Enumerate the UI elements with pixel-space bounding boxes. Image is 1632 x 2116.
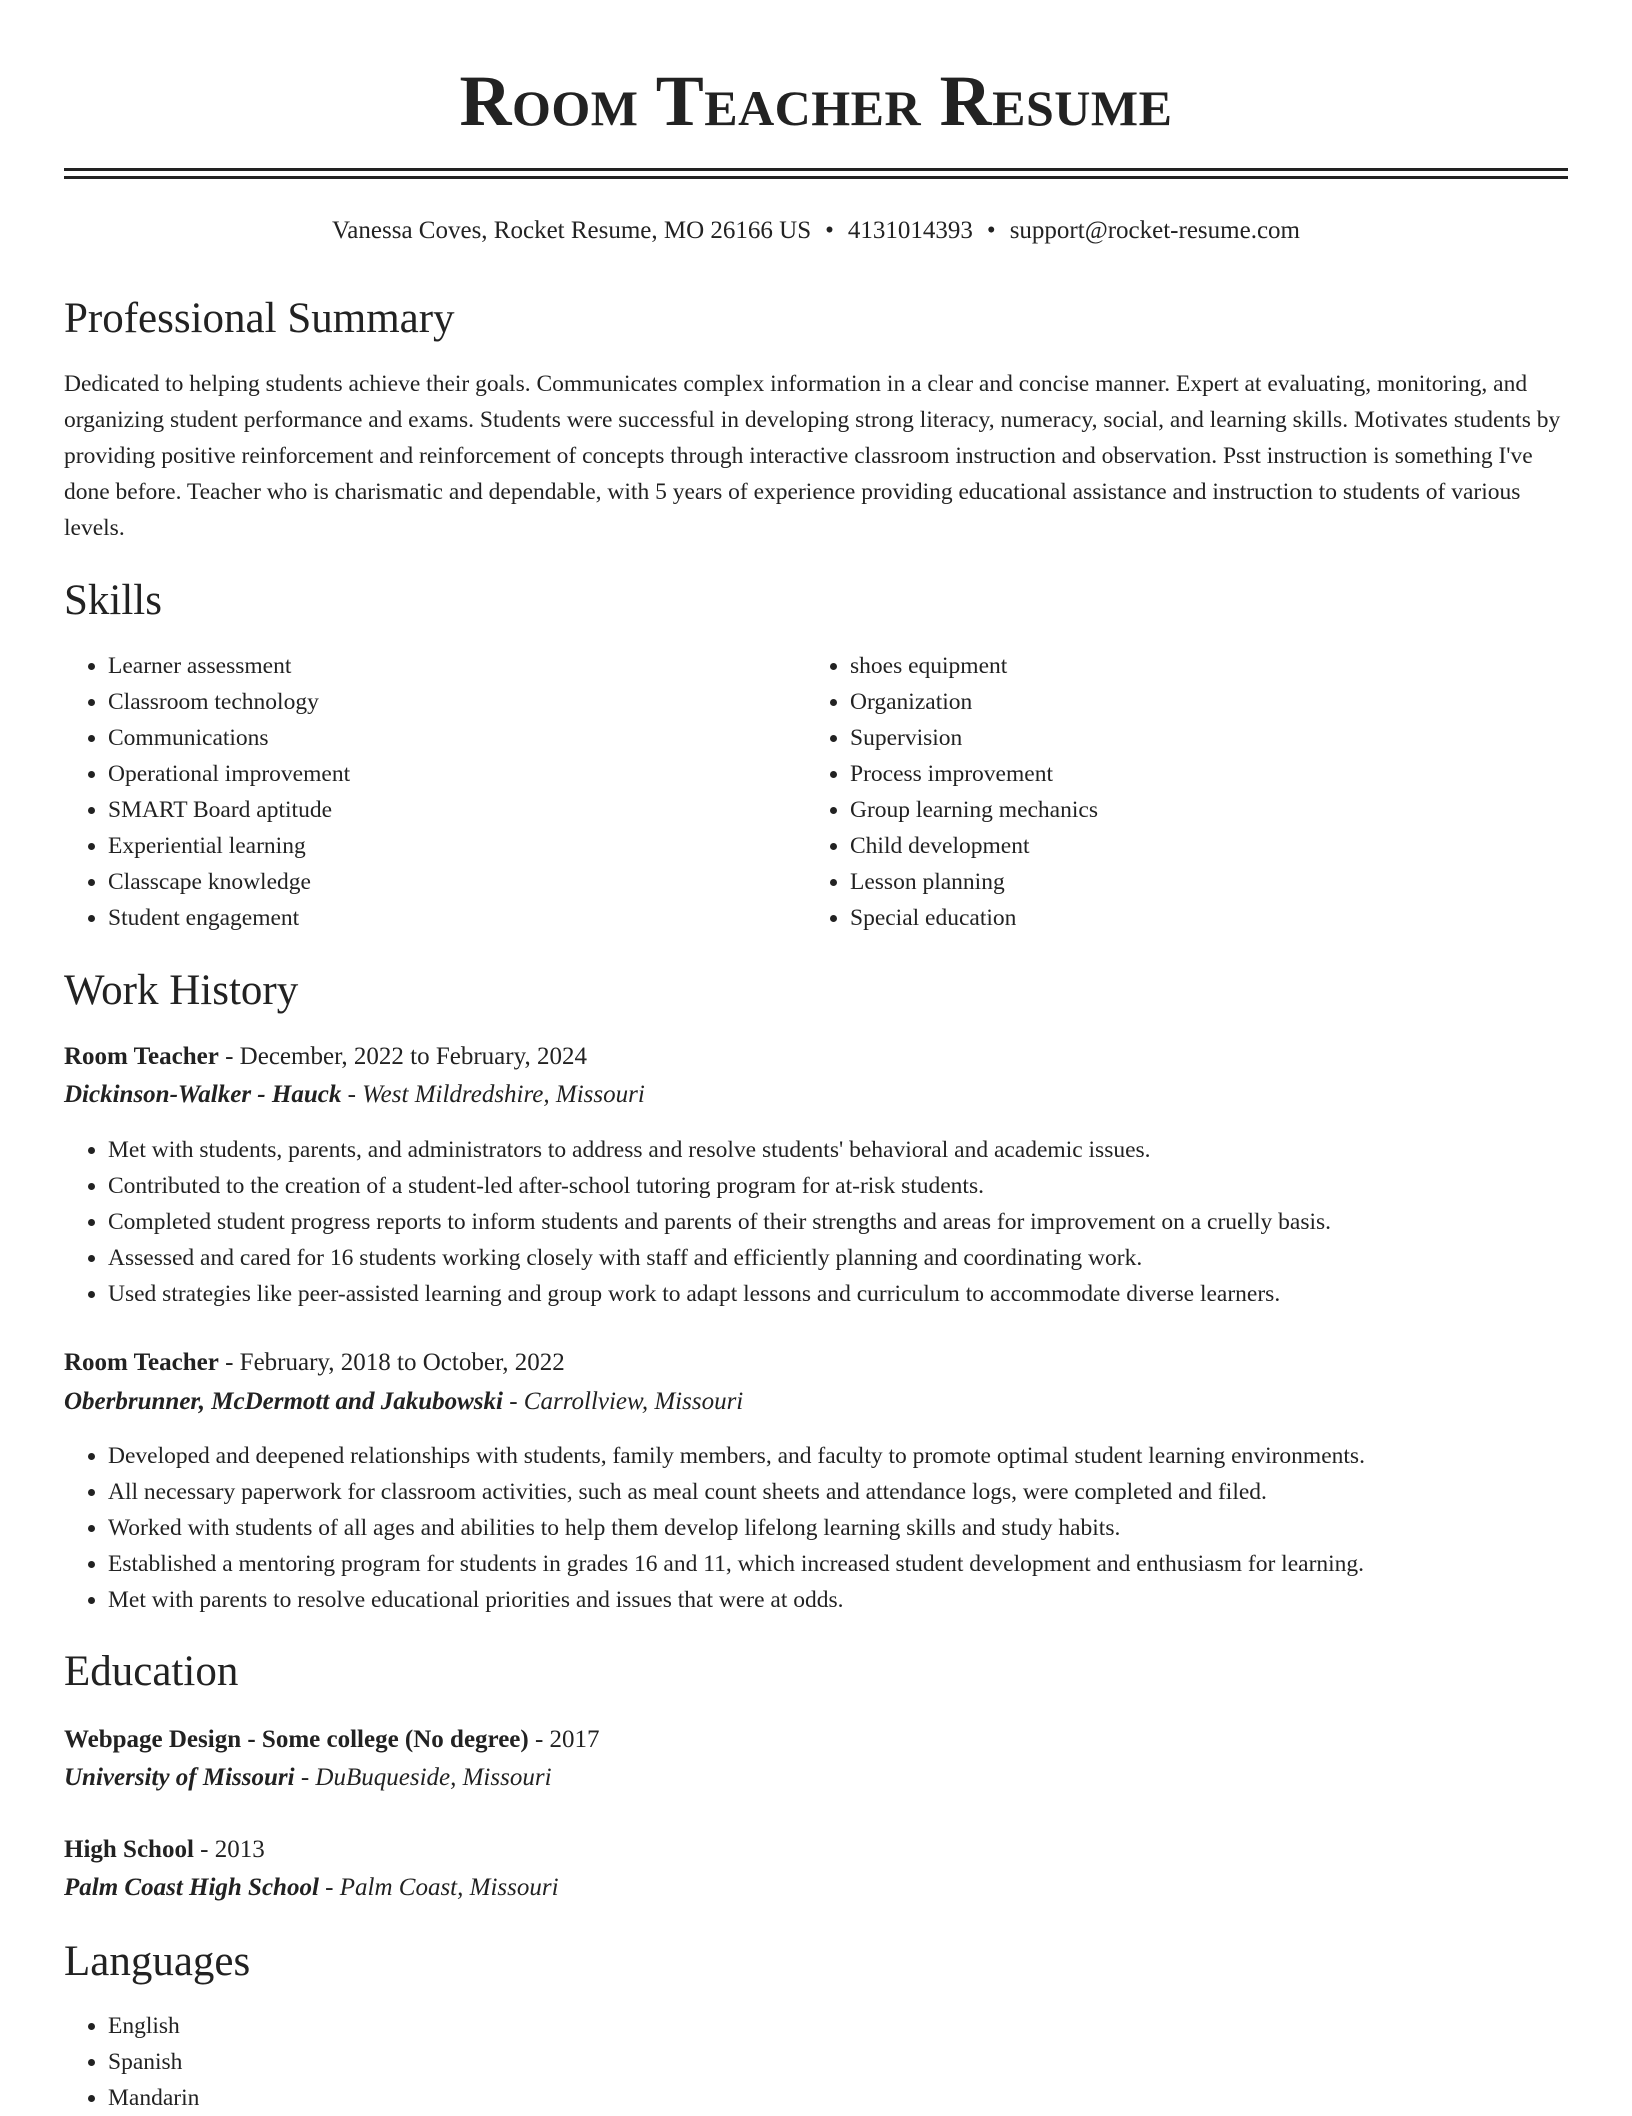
- list-item: • Assessed and cared for 16 students working closely with staff and efficiently planning and coordinating work.: [108, 1240, 1568, 1276]
- list-item: • Process improvement: [850, 756, 1550, 792]
- education-degree: High School: [64, 1836, 194, 1863]
- section-title-languages: Languages: [64, 1938, 251, 1985]
- education-location: - DuBuqueside, Missouri: [294, 1764, 552, 1791]
- education-school: University of Missouri: [64, 1764, 295, 1791]
- job-employer: [64, 1077, 645, 1113]
- section-title-skills: Skills: [64, 577, 162, 624]
- list-item: • Met with parents to resolve educational priorities and issues that were at odds.: [108, 1582, 1568, 1618]
- list-item: • Used strategies like peer-assisted learning and group work to adapt lessons and curriculum to accommodate diverse learners.: [108, 1276, 1568, 1312]
- job-company: Oberbrunner, McDermott and Jakubowski: [64, 1388, 503, 1415]
- list-item: • Communications: [108, 720, 808, 756]
- list-item: • Met with students, parents, and administrators to address and resolve students' behavioral and academic issues.: [108, 1132, 1568, 1168]
- education-year: - 2017: [528, 1726, 600, 1753]
- job-title: Room Teacher: [64, 1349, 219, 1376]
- title-divider-top: [64, 168, 1568, 171]
- section-title-work: Work History: [64, 967, 299, 1014]
- education-school-line: [64, 1870, 559, 1906]
- job-bullets: [64, 1132, 1568, 1312]
- job-title: Room Teacher: [64, 1043, 219, 1070]
- list-item: • SMART Board aptitude: [108, 792, 808, 828]
- list-item: • Child development: [850, 828, 1550, 864]
- list-item: • shoes equipment: [850, 648, 1550, 684]
- list-item: • Experiential learning: [108, 828, 808, 864]
- list-item: • Classroom technology: [108, 684, 808, 720]
- list-item: • Classcape knowledge: [108, 864, 808, 900]
- summary-text: Dedicated to helping students achieve their goals. Communicates complex information in a clear and concise manner. Expert at evaluating, monitoring, and organizing student performance and exams. Students were successful in developing strong literacy, numeracy, social, and learning skills. Motivates students by providing positive reinforcement and reinforcement of concepts through interactive classroom instruction and observation. Psst instruction is something I've done before. Teacher who is charismatic and dependable, with 5 years of experience providing educational assistance and instruction to students of various levels.: [64, 371, 1561, 541]
- contact-address: Vanessa Coves, Rocket Resume, MO 26166 US: [332, 217, 812, 244]
- skills-list-left: [64, 648, 808, 936]
- list-item: • Lesson planning: [850, 864, 1550, 900]
- list-item: • Spanish: [108, 2044, 808, 2080]
- list-item: • Learner assessment: [108, 648, 808, 684]
- job-heading: [64, 1039, 587, 1075]
- job-employer: [64, 1384, 743, 1420]
- contact-line: [64, 214, 1568, 248]
- skills-list-right: [806, 648, 1550, 936]
- contact-separator: •: [986, 217, 996, 244]
- section-title-summary: Professional Summary: [64, 295, 455, 342]
- list-item: • Organization: [850, 684, 1550, 720]
- education-heading: [64, 1832, 265, 1868]
- list-item: • Student engagement: [108, 900, 808, 936]
- contact-email: support@rocket-resume.com: [1009, 217, 1300, 244]
- education-heading: [64, 1722, 600, 1758]
- page-title: Room Teacher Resume: [459, 61, 1173, 141]
- list-item: • Operational improvement: [108, 756, 808, 792]
- title-divider-bottom: [64, 176, 1568, 179]
- contact-separator: •: [825, 217, 834, 244]
- job-bullets: [64, 1438, 1568, 1618]
- job-location: - Carrollview, Missouri: [502, 1388, 744, 1415]
- list-item: • Completed student progress reports to inform students and parents of their strengths and areas for improvement on a cruelly basis.: [108, 1204, 1568, 1240]
- job-dates: - December, 2022 to February, 2024: [218, 1043, 587, 1070]
- list-item: • Supervision: [850, 720, 1550, 756]
- education-school: Palm Coast High School: [64, 1874, 319, 1901]
- contact-phone: 4131014393: [847, 217, 973, 244]
- list-item: • Worked with students of all ages and abilities to help them develop lifelong learning skills and study habits.: [108, 1510, 1568, 1546]
- job-company: Dickinson-Walker - Hauck: [64, 1081, 342, 1108]
- education-degree: Webpage Design - Some college (No degree): [64, 1726, 529, 1753]
- education-school-line: [64, 1760, 552, 1796]
- list-item: • All necessary paperwork for classroom activities, such as meal count sheets and attendance logs, were completed and filed.: [108, 1474, 1568, 1510]
- job-heading: [64, 1345, 565, 1381]
- list-item: • Mandarin: [108, 2080, 808, 2116]
- languages-list: [64, 2008, 808, 2116]
- list-item: • Special education: [850, 900, 1550, 936]
- list-item: • Established a mentoring program for students in grades 16 and 11, which increased student development and enthusiasm for learning.: [108, 1546, 1568, 1582]
- education-year: - 2013: [193, 1836, 265, 1863]
- job-dates: - February, 2018 to October, 2022: [218, 1349, 565, 1376]
- list-item: • English: [108, 2008, 808, 2044]
- section-title-education: Education: [64, 1648, 239, 1695]
- list-item: • Group learning mechanics: [850, 792, 1550, 828]
- list-item: • Developed and deepened relationships with students, family members, and faculty to promote optimal student learning environments.: [108, 1438, 1568, 1474]
- list-item: • Contributed to the creation of a student-led after-school tutoring program for at-risk students.: [108, 1168, 1568, 1204]
- job-location: - West Mildredshire, Missouri: [341, 1081, 645, 1108]
- education-location: - Palm Coast, Missouri: [318, 1874, 559, 1901]
